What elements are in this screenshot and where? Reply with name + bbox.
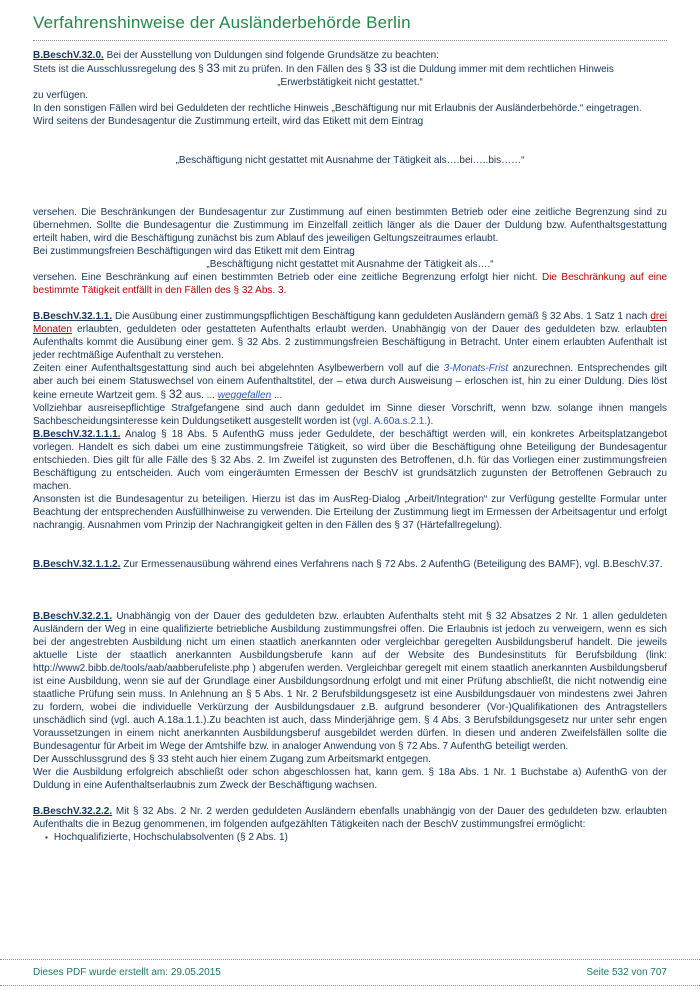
centered-clause [33, 154, 667, 167]
text-run: Die Ausübung einer zustimmungspflichtigen Beschäftigung kann geduldeten Ausländern gemäß § 32 Abs. 1 Satz 1 nach [112, 311, 651, 322]
text-run: Zeiten einer Aufenthaltsgestattung sind auch bei abgelehnten Asylbewerbern voll auf die [33, 363, 444, 374]
paragraph [33, 753, 667, 766]
spacer [33, 128, 667, 154]
text-run: „Erwerbstätigkeit nicht gestattet.“ [277, 77, 423, 88]
paragraph [33, 89, 667, 102]
text-run: aus. ... [182, 390, 218, 401]
text-run: Ansonsten ist die Bundesagentur zu beteiligen. Hierzu ist das im AusReg-Dialog „Arbeit/Integration“ zur Verfügung gestellte Formular unter Beachtung der entsprechenden Ausfüllhinweise zu verwenden. Die Erteilung der Zustimmung liegt im Ermessen der Arbeitsagentur und erfolgt nachrangig. Ausnahmen vom Prinzip der Nachrangigkeit gelten in den Fällen des § 37 (Härtefallregelung). [33, 494, 667, 531]
bullet-square-icon: ▪ [45, 833, 48, 842]
section-label: B.BeschV.32.0. [33, 50, 104, 61]
text-run: Bei der Ausstellung von Duldungen sind folgende Grundsätze zu beachten: [103, 50, 440, 61]
inline-link[interactable]: weggefallen [217, 390, 272, 401]
paragraph [33, 362, 667, 402]
text-run: ... [271, 390, 283, 401]
inline-link[interactable]: 3-Monats-Frist [443, 363, 509, 374]
page-footer [0, 959, 700, 986]
text-run: Wer die Ausbildung erfolgreich abschließt oder schon abgeschlossen hat, kann gem. § 18a Abs. 1 Nr. 1 Buchstabe a) AufenthG von der Duldung in eine Aufenthaltserlaubnis zum Zweck der Beschäftigung wachsen. [33, 767, 667, 791]
text-run: Vollziehbar ausreisepflichtige Strafgefangene sind auch dann geduldet im Sinne dieser Vorschrift, wenn bzw. solange ihnen mangels Sachbescheidungsinteresse kein Duldungsetikett ausgestellt worden ist ( [33, 403, 667, 427]
paragraph [33, 805, 667, 831]
text-run: Hochqualifizierte, Hochschulabsolventen (§ 2 Abs. 1) [53, 832, 288, 843]
text-run: „Beschäftigung nicht gestattet mit Ausnahme der Tätigkeit als….bei…..bis……“ [175, 155, 525, 166]
paragraph [33, 310, 667, 362]
paragraph [33, 62, 667, 76]
page-header [0, 0, 700, 41]
text-run: ist die Duldung immer mit dem rechtlichen Hinweis [387, 64, 614, 75]
text-run: Unabhängig von der Dauer des geduldeten bzw. erlaubten Aufenthalts steht mit § 32 Absatzes 2 Nr. 1 allen geduldeten Ausländern der Weg in eine qualifizierte betriebliche Ausbildung zustimmungsfrei offen. Die Erlaubnis ist jedoch zu verweigern, wenn es sich bei der angestrebten Ausbildung nicht um einen staatlich anerkannten oder vergleichbar geregelten Ausbildungsberuf handelt. Die jeweils aktuelle Liste der staatlich anerkannten Ausbildungsberufe kann auf der Website des Bundesinstituts für Berufsbildung (link: [33, 611, 667, 661]
spacer [33, 297, 667, 310]
text-run: zu verfügen. [33, 90, 89, 101]
paragraph [33, 206, 667, 245]
text-run: „Beschäftigung nicht gestattet mit Ausnahme der Tätigkeit als….“ [206, 259, 494, 270]
section-label: B.BeschV.32.2.2. [33, 806, 113, 817]
text-run: In den sonstigen Fällen wird bei Geduldeten der rechtliche Hinweis „Beschäftigung nur mit Erlaubnis der Ausländerbehörde.“ eingetragen. [33, 103, 642, 114]
text-run: Analog § 18 Abs. 5 AufenthG muss jeder Geduldete, der beschäftigt werden will, ein konkretes Arbeitsplatzangebot vorlegen. Handelt es sich dabei um eine zustimmungsfreie Tätigkeit, so wird über die Beschäftigung ohne Beteiligung der Bundesagentur entschieden. Dies gilt für alle Fälle des § 32 Abs. 2. Im Zweifel ist zugunsten des Betroffenen, d.h. für das Vorliegen einer zustimmungsfreien Beschäftigung zu entscheiden. Auch vom eingeräumten Ermessen der BeschV ist grundsätzlich zugunsten der Betroffenen Gebrauch zu machen. [33, 429, 667, 492]
spacer [33, 571, 667, 610]
spacer [33, 167, 667, 206]
centered-clause [33, 258, 667, 271]
paragraph [33, 428, 667, 493]
text-run: Bei zustimmungsfreien Beschäftigungen wird das Etikett mit dem Eintrag [33, 246, 355, 257]
paragraph [33, 115, 667, 128]
text-run: Mit § 32 Abs. 2 Nr. 2 werden geduldeten Ausländern ebenfalls unabhängig von der Dauer des geduldeten bzw. erlaubten Aufenthalts die in Bezug genommenen, im folgenden aufgezählten Tätigkeiten nach der BeschV zustimmungsfrei ermöglicht: [33, 806, 667, 830]
inline-link[interactable]: vgl. A.60a.s.2.1. [355, 416, 428, 427]
section-label: B.BeschV.32.1.1.2. [33, 559, 121, 570]
paragraph [33, 49, 667, 62]
page-title: Verfahrenshinweise der Ausländerbehörde Berlin [33, 13, 667, 41]
section-label: B.BeschV.32.2.1. [33, 611, 113, 622]
spacer [33, 792, 667, 805]
text-run: ). [427, 416, 434, 427]
text-run: mit zu prüfen. In den Fällen des § [219, 64, 374, 75]
text-run: Zur Ermessenausübung während eines Verfahrens nach § 72 Abs. 2 AufenthG (Beteiligung des BAMF), vgl. B.BeschV.37. [120, 559, 663, 570]
paragraph [33, 102, 667, 115]
text-run: 32 [168, 387, 183, 401]
paragraph [33, 245, 667, 258]
text-run: ) abgerufen werden. Vergleichbar geregelt mit einem staatlich anerkannten Ausbildungsberuf ist eine Ausbildung, wenn sie auf der Grundlage einer Ausbildungsordnung erfolgt und mit einer Prüfung abschließt, die nicht notwendig eine staatliche Prüfung sein muss. In Anlehnung an § 5 Abs. 1 Nr. 2 Berufsbildungsgesetz ist eine Ausbildungsdauer von mindestens zwei Jahren zu fordern, wobei die individuelle Verkürzung der Ausbildungsdauer z.B. aufgrund besonderer (Vor-)Qualifikationen des Antragstellers unschädlich sind (vgl. auch A.18a.1.1.).Zu beachten ist auch, dass Minderjährige gem. § 4 Abs. 3 Berufsbildungsgesetz nur unter sehr engen Voraussetzungen in einem nicht anerkannten Ausbildungsberuf ausgebildet werden dürfen. In diesen und anderen Zweifelsfällen sollte die Bundesagentur für Arbeit im Wege der Amtshilfe bzw. in analoger Anwendung von § 72 Abs. 7 AufenthG beteiligt werden. [33, 663, 667, 752]
paragraph [33, 271, 667, 297]
paragraph [33, 610, 667, 753]
text-run: Die Beschränkung auf eine bestimmte Tätigkeit entfällt in den Fällen des § 32 Abs. 3. [33, 272, 667, 296]
paragraph [33, 402, 667, 428]
inline-link[interactable]: drei Monaten [33, 311, 667, 335]
text-run: Wird seitens der Bundesagentur die Zustimmung erteilt, wird das Etikett mit dem Eintrag [33, 116, 424, 127]
inline-link[interactable]: http://www2.bibb.de/tools/aab/aabberufeliste.php [33, 663, 250, 674]
document-body [0, 41, 700, 844]
list-item [33, 831, 667, 844]
paragraph [33, 493, 667, 532]
centered-clause [33, 76, 667, 89]
text-run: 33 [206, 61, 220, 75]
text-run: erlaubten, geduldeten oder gestatteten Aufenthalts erlaubt werden. Unabhängig von der Dauer des geduldeten bzw. erlaubten Aufenthalts kommt die Ausübung einer gem. § 32 Abs. 2 zustimmungsfreien Beschäftigung in Betracht. Unter einem erlaubten Aufenthalt ist jeder rechtmäßige Aufenthalt zu verstehen. [33, 324, 667, 361]
spacer [33, 532, 667, 558]
section-label: B.BeschV.32.1.1. [33, 311, 113, 322]
paragraph [33, 766, 667, 792]
section-label: B.BeschV.32.1.1.1. [33, 429, 121, 440]
text-run: anzurechnen. Entsprechendes gilt aber auch bei einem Statuswechsel von einem Aufenthaltstitel, der – etwa durch Ausweisung – erloschen ist, hin zu einer Duldung. Dies löst keine erneute Wartzeit gem. § [33, 363, 667, 401]
text-run: 33 [373, 61, 388, 75]
text-run: versehen. Eine Beschränkung auf einen bestimmten Betrieb oder eine zeitliche Begrenzung erfolgt hier nicht. [33, 272, 542, 283]
text-run: versehen. Die Beschränkungen der Bundesagentur zur Zustimmung auf einen bestimmten Betrieb oder eine zeitliche Begrenzung sind zu übernehmen. Sollte die Bundesagentur die Zustimmung im Einzelfall zeitlich länger als die Dauer der Duldung bzw. Aufenthaltsgestattung erteilt haben, wird die Beschäftigung zunächst bis zum Ablauf des jeweiligen Geltungszeitraumes erlaubt. [33, 207, 667, 244]
footer-page-number: Seite 532 von 707 [586, 967, 667, 978]
paragraph [33, 558, 667, 571]
text-run: Stets ist die Ausschlussregelung des § [33, 64, 207, 75]
text-run: Der Ausschlussgrund des § 33 steht auch hier einem Zugang zum Arbeitsmarkt entgegen. [33, 754, 432, 765]
footer-created-date: Dieses PDF wurde erstellt am: 29.05.2015 [33, 967, 221, 978]
